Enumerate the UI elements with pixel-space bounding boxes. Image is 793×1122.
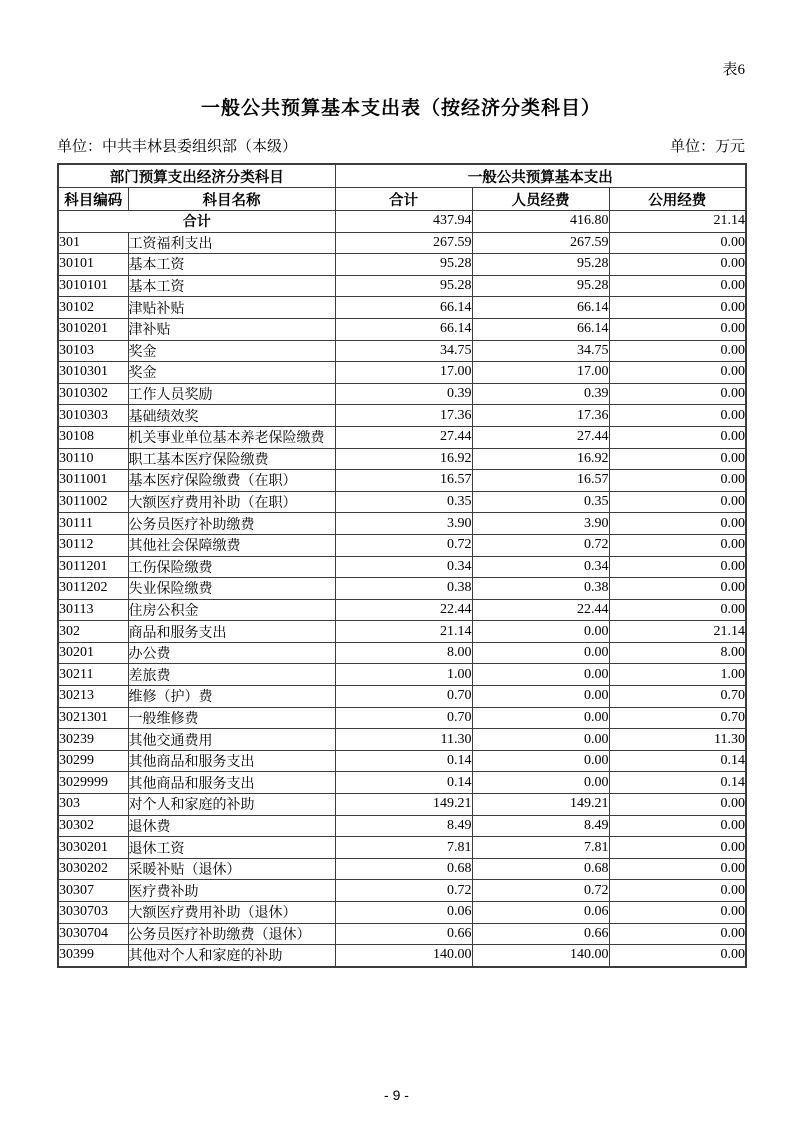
total-value-cell: 17.36: [335, 405, 472, 427]
personnel-value-cell: 16.92: [472, 448, 609, 470]
subject-code-cell: 3029999: [58, 772, 128, 794]
total-value-cell: 66.14: [335, 297, 472, 319]
subject-name-cell: 住房公积金: [128, 599, 335, 621]
personnel-value-cell: 17.00: [472, 362, 609, 384]
table-row: [58, 837, 746, 859]
total-value-cell: 0.38: [335, 578, 472, 600]
public-value-cell: 0.70: [609, 686, 746, 708]
subject-code-cell: 3010303: [58, 405, 128, 427]
table-row: [58, 902, 746, 924]
total-value-cell: 0.72: [335, 880, 472, 902]
public-value-cell: 0.00: [609, 383, 746, 405]
public-value-cell: 0.14: [609, 750, 746, 772]
personnel-value-cell: 0.00: [472, 642, 609, 664]
table-row: [58, 750, 746, 772]
subject-name-cell: 大额医疗费用补助（退休）: [128, 902, 335, 924]
total-value-cell: 95.28: [335, 254, 472, 276]
personnel-value-cell: 17.36: [472, 405, 609, 427]
table-row: [58, 815, 746, 837]
table-row: [58, 772, 746, 794]
public-value-cell: 0.00: [609, 858, 746, 880]
subject-code-cell: 3010301: [58, 362, 128, 384]
page-number: - 9 -: [384, 1087, 409, 1103]
group-header-classification: 部门预算支出经济分类科目: [58, 164, 335, 188]
total-row-public-value: 21.14: [609, 211, 746, 233]
subject-code-cell: 30307: [58, 880, 128, 902]
group-header-row: [58, 164, 746, 188]
column-header-name: 科目名称: [128, 188, 335, 211]
subject-code-cell: 3011001: [58, 470, 128, 492]
subject-code-cell: 3030704: [58, 923, 128, 945]
subject-name-cell: 奖金: [128, 340, 335, 362]
subject-name-cell: 基本工资: [128, 254, 335, 276]
total-row-personnel-value: 416.80: [472, 211, 609, 233]
subject-code-cell: 30299: [58, 750, 128, 772]
total-row-label: 合计: [58, 211, 335, 233]
table-row: [58, 707, 746, 729]
subject-name-cell: 奖金: [128, 362, 335, 384]
total-value-cell: 95.28: [335, 275, 472, 297]
subject-code-cell: 30201: [58, 642, 128, 664]
personnel-value-cell: 16.57: [472, 470, 609, 492]
table-body: [58, 211, 746, 967]
unit-right-label: 单位：万元: [669, 139, 745, 155]
subject-code-cell: 301: [58, 232, 128, 254]
public-value-cell: 0.00: [609, 902, 746, 924]
public-value-cell: 0.00: [609, 232, 746, 254]
total-value-cell: 267.59: [335, 232, 472, 254]
total-value-cell: 149.21: [335, 794, 472, 816]
total-row: [58, 211, 746, 233]
public-value-cell: 0.00: [609, 318, 746, 340]
public-value-cell: 0.00: [609, 448, 746, 470]
subject-code-cell: 30101: [58, 254, 128, 276]
subject-code-cell: 30239: [58, 729, 128, 751]
subject-name-cell: 基本医疗保险缴费（在职）: [128, 470, 335, 492]
subject-code-cell: 30111: [58, 513, 128, 535]
table-row: [58, 340, 746, 362]
public-value-cell: 8.00: [609, 642, 746, 664]
subject-code-cell: 3030202: [58, 858, 128, 880]
personnel-value-cell: 27.44: [472, 426, 609, 448]
subject-name-cell: 差旅费: [128, 664, 335, 686]
total-value-cell: 0.68: [335, 858, 472, 880]
personnel-value-cell: 3.90: [472, 513, 609, 535]
personnel-value-cell: 7.81: [472, 837, 609, 859]
group-header-expenditure: 一般公共预算基本支出: [335, 164, 746, 188]
personnel-value-cell: 0.06: [472, 902, 609, 924]
total-value-cell: 7.81: [335, 837, 472, 859]
table-row: [58, 923, 746, 945]
subject-code-cell: 30399: [58, 945, 128, 967]
public-value-cell: 0.00: [609, 837, 746, 859]
subject-code-cell: 30103: [58, 340, 128, 362]
subject-name-cell: 基础绩效奖: [128, 405, 335, 427]
table-row: [58, 232, 746, 254]
subject-name-cell: 采暖补贴（退休）: [128, 858, 335, 880]
table-row: [58, 448, 746, 470]
table-row: [58, 858, 746, 880]
table-row: [58, 513, 746, 535]
personnel-value-cell: 0.00: [472, 664, 609, 686]
table-row: [58, 794, 746, 816]
subject-name-cell: 工资福利支出: [128, 232, 335, 254]
total-value-cell: 0.66: [335, 923, 472, 945]
subject-code-cell: 3010201: [58, 318, 128, 340]
subject-code-cell: 3011201: [58, 556, 128, 578]
subject-code-cell: 3021301: [58, 707, 128, 729]
public-value-cell: 0.00: [609, 578, 746, 600]
subject-name-cell: 医疗费补助: [128, 880, 335, 902]
public-value-cell: 0.00: [609, 599, 746, 621]
public-value-cell: 0.00: [609, 362, 746, 384]
table-row: [58, 599, 746, 621]
personnel-value-cell: 0.00: [472, 686, 609, 708]
subject-code-cell: 3030201: [58, 837, 128, 859]
total-value-cell: 0.70: [335, 707, 472, 729]
table-row: [58, 578, 746, 600]
public-value-cell: 0.70: [609, 707, 746, 729]
personnel-value-cell: 0.72: [472, 534, 609, 556]
subject-name-cell: 大额医疗费用补助（在职）: [128, 491, 335, 513]
personnel-value-cell: 0.35: [472, 491, 609, 513]
total-value-cell: 16.57: [335, 470, 472, 492]
total-value-cell: 27.44: [335, 426, 472, 448]
table-row: [58, 470, 746, 492]
table-row: [58, 621, 746, 643]
total-value-cell: 34.75: [335, 340, 472, 362]
total-value-cell: 0.14: [335, 772, 472, 794]
table-row: [58, 405, 746, 427]
table-row: [58, 491, 746, 513]
subject-name-cell: 其他商品和服务支出: [128, 750, 335, 772]
column-header-code: 科目编码: [58, 188, 128, 211]
subject-code-cell: 3010302: [58, 383, 128, 405]
subject-code-cell: 302: [58, 621, 128, 643]
table-row: [58, 664, 746, 686]
total-value-cell: 3.90: [335, 513, 472, 535]
personnel-value-cell: 0.00: [472, 729, 609, 751]
subject-code-cell: 3011002: [58, 491, 128, 513]
page-content: [57, 0, 745, 968]
total-value-cell: 1.00: [335, 664, 472, 686]
subject-name-cell: 津贴补贴: [128, 297, 335, 319]
table-row: [58, 383, 746, 405]
personnel-value-cell: 0.66: [472, 923, 609, 945]
subject-code-cell: 30102: [58, 297, 128, 319]
personnel-value-cell: 95.28: [472, 254, 609, 276]
table-row: [58, 534, 746, 556]
public-value-cell: 0.00: [609, 880, 746, 902]
subject-name-cell: 退休费: [128, 815, 335, 837]
table-row: [58, 729, 746, 751]
table-number-label: 表6: [722, 62, 745, 78]
personnel-value-cell: 0.00: [472, 772, 609, 794]
subject-name-cell: 商品和服务支出: [128, 621, 335, 643]
subject-code-cell: 30112: [58, 534, 128, 556]
subject-code-cell: 30211: [58, 664, 128, 686]
public-value-cell: 0.00: [609, 945, 746, 967]
personnel-value-cell: 66.14: [472, 297, 609, 319]
personnel-value-cell: 66.14: [472, 318, 609, 340]
subject-code-cell: 30213: [58, 686, 128, 708]
subject-name-cell: 工伤保险缴费: [128, 556, 335, 578]
table-row: [58, 880, 746, 902]
total-value-cell: 0.06: [335, 902, 472, 924]
budget-table: [57, 163, 747, 968]
table-row: [58, 318, 746, 340]
subject-code-cell: 30302: [58, 815, 128, 837]
total-value-cell: 66.14: [335, 318, 472, 340]
personnel-value-cell: 0.72: [472, 880, 609, 902]
personnel-value-cell: 140.00: [472, 945, 609, 967]
column-header-row: [58, 188, 746, 211]
unit-row: [57, 137, 745, 157]
total-value-cell: 0.34: [335, 556, 472, 578]
total-row-total-value: 437.94: [335, 211, 472, 233]
total-value-cell: 11.30: [335, 729, 472, 751]
subject-name-cell: 公务员医疗补助缴费: [128, 513, 335, 535]
personnel-value-cell: 0.39: [472, 383, 609, 405]
table-row: [58, 254, 746, 276]
total-value-cell: 0.39: [335, 383, 472, 405]
public-value-cell: 0.00: [609, 513, 746, 535]
personnel-value-cell: 95.28: [472, 275, 609, 297]
total-value-cell: 0.72: [335, 534, 472, 556]
subject-code-cell: 30110: [58, 448, 128, 470]
subject-name-cell: 其他交通费用: [128, 729, 335, 751]
public-value-cell: 0.00: [609, 556, 746, 578]
total-value-cell: 8.49: [335, 815, 472, 837]
subject-name-cell: 办公费: [128, 642, 335, 664]
total-value-cell: 0.35: [335, 491, 472, 513]
total-value-cell: 0.70: [335, 686, 472, 708]
personnel-value-cell: 8.49: [472, 815, 609, 837]
subject-name-cell: 退休工资: [128, 837, 335, 859]
unit-left-label: 单位：中共丰林县委组织部（本级）: [57, 139, 298, 155]
column-header-total: 合计: [335, 188, 472, 211]
public-value-cell: 0.00: [609, 470, 746, 492]
subject-name-cell: 机关事业单位基本养老保险缴费: [128, 426, 335, 448]
subject-name-cell: 职工基本医疗保险缴费: [128, 448, 335, 470]
personnel-value-cell: 22.44: [472, 599, 609, 621]
subject-name-cell: 一般维修费: [128, 707, 335, 729]
subject-name-cell: 基本工资: [128, 275, 335, 297]
personnel-value-cell: 149.21: [472, 794, 609, 816]
subject-name-cell: 工作人员奖励: [128, 383, 335, 405]
table-row: [58, 642, 746, 664]
table-row: [58, 945, 746, 967]
personnel-value-cell: 34.75: [472, 340, 609, 362]
public-value-cell: 11.30: [609, 729, 746, 751]
column-header-public: 公用经费: [609, 188, 746, 211]
page-title: 一般公共预算基本支出表（按经济分类科目）: [200, 98, 601, 119]
total-value-cell: 140.00: [335, 945, 472, 967]
personnel-value-cell: 0.00: [472, 707, 609, 729]
total-value-cell: 16.92: [335, 448, 472, 470]
public-value-cell: 0.00: [609, 405, 746, 427]
table-row: [58, 426, 746, 448]
personnel-value-cell: 0.00: [472, 621, 609, 643]
table-row: [58, 362, 746, 384]
public-value-cell: 0.00: [609, 815, 746, 837]
public-value-cell: 0.00: [609, 340, 746, 362]
table-row: [58, 556, 746, 578]
personnel-value-cell: 0.34: [472, 556, 609, 578]
public-value-cell: 0.00: [609, 297, 746, 319]
personnel-value-cell: 267.59: [472, 232, 609, 254]
subject-name-cell: 失业保险缴费: [128, 578, 335, 600]
column-header-personnel: 人员经费: [472, 188, 609, 211]
total-value-cell: 17.00: [335, 362, 472, 384]
subject-code-cell: 30113: [58, 599, 128, 621]
public-value-cell: 21.14: [609, 621, 746, 643]
public-value-cell: 0.00: [609, 923, 746, 945]
public-value-cell: 0.14: [609, 772, 746, 794]
table-header: [58, 164, 746, 211]
subject-name-cell: 津补贴: [128, 318, 335, 340]
total-value-cell: 21.14: [335, 621, 472, 643]
public-value-cell: 0.00: [609, 534, 746, 556]
subject-code-cell: 3010101: [58, 275, 128, 297]
public-value-cell: 0.00: [609, 794, 746, 816]
subject-name-cell: 对个人和家庭的补助: [128, 794, 335, 816]
public-value-cell: 1.00: [609, 664, 746, 686]
public-value-cell: 0.00: [609, 254, 746, 276]
table-row: [58, 275, 746, 297]
personnel-value-cell: 0.38: [472, 578, 609, 600]
subject-name-cell: 其他对个人和家庭的补助: [128, 945, 335, 967]
subject-name-cell: 其他商品和服务支出: [128, 772, 335, 794]
public-value-cell: 0.00: [609, 275, 746, 297]
personnel-value-cell: 0.00: [472, 750, 609, 772]
public-value-cell: 0.00: [609, 491, 746, 513]
total-value-cell: 0.14: [335, 750, 472, 772]
subject-code-cell: 303: [58, 794, 128, 816]
subject-code-cell: 30108: [58, 426, 128, 448]
personnel-value-cell: 0.68: [472, 858, 609, 880]
subject-name-cell: 公务员医疗补助缴费（退休）: [128, 923, 335, 945]
table-row: [58, 686, 746, 708]
table-row: [58, 297, 746, 319]
total-value-cell: 8.00: [335, 642, 472, 664]
subject-name-cell: 维修（护）费: [128, 686, 335, 708]
subject-code-cell: 3011202: [58, 578, 128, 600]
subject-name-cell: 其他社会保障缴费: [128, 534, 335, 556]
total-value-cell: 22.44: [335, 599, 472, 621]
subject-code-cell: 3030703: [58, 902, 128, 924]
public-value-cell: 0.00: [609, 426, 746, 448]
